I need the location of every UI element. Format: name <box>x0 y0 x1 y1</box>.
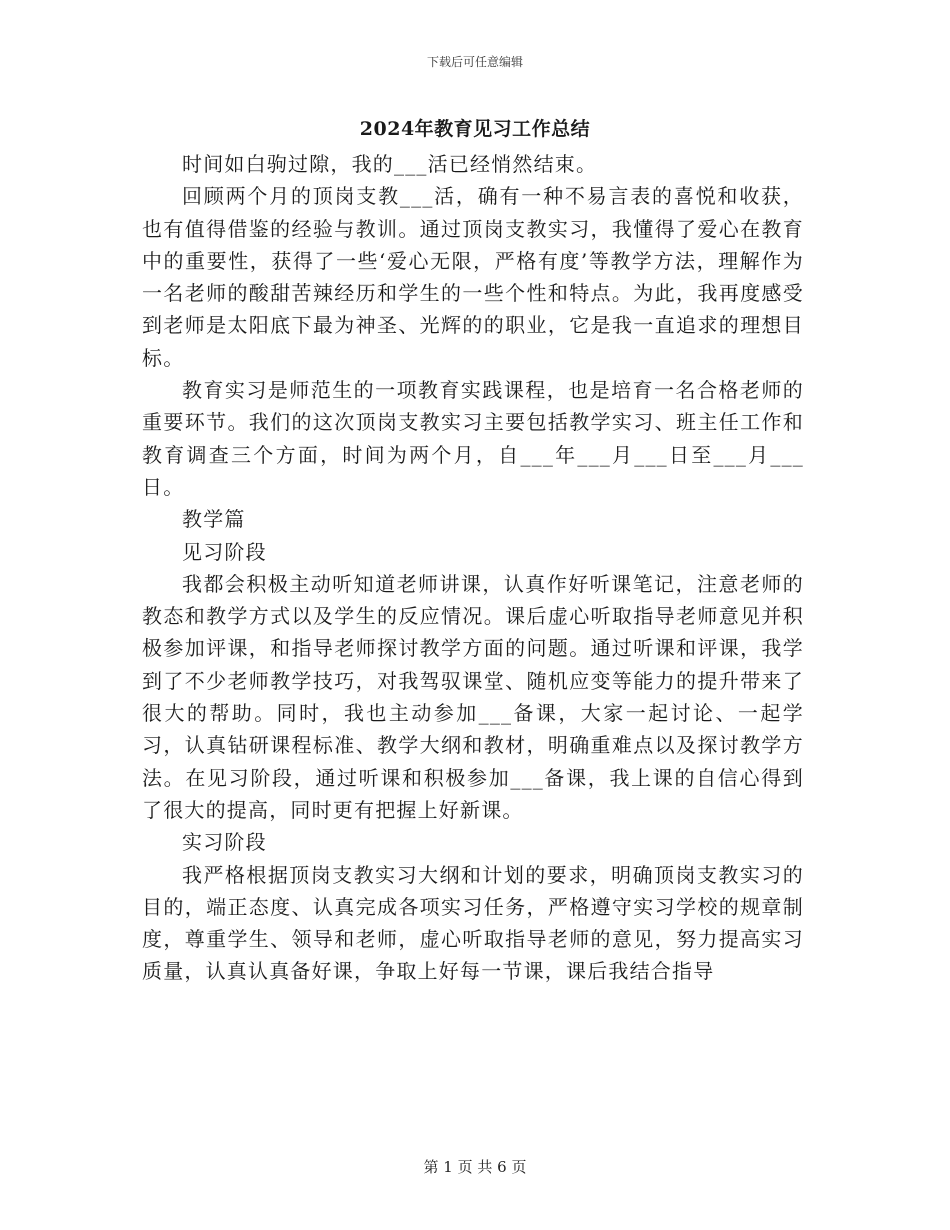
paragraph: 教育实习是师范生的一项教育实践课程，也是培育一名合格老师的重要环节。我们的这次顶岗支教实习主要包括教学实习、班主任工作和教育调查三个方面，时间为两个月，自___年___月___日至___月___日。 <box>142 378 804 499</box>
page-number: 第 1 页 共 6 页 <box>423 1158 527 1176</box>
subsection-heading-practice: 实习阶段 <box>182 830 267 855</box>
page-header-note: 下载后可任意编辑 <box>426 55 523 69</box>
subsection-heading-observation: 见习阶段 <box>182 539 267 564</box>
paragraph: 我都会积极主动听知道老师讲课，认真作好听课笔记，注意老师的教态和教学方式以及学生的反应情况。课后虚心听取指导老师意见并积极参加评课，和指导老师探讨教学方面的问题。通过听课和评课，我学到了不少老师教学技巧，对我驾驭课堂、随机应变等能力的提升带来了很大的帮助。同时，我也主动参加___备课，大家一起讨论、一起学习，认真钻研课程标准、教学大纲和教材，明确重难点以及探讨教学方法。在见习阶段，通过听课和积极参加___备课，我上课的自信心得到了很大的提高，同时更有把握上好新课。 <box>142 571 804 822</box>
section-heading-teaching: 教学篇 <box>182 507 246 532</box>
paragraph: 时间如白驹过隙，我的___活已经悄然结束。 <box>182 152 598 176</box>
paragraph: 回顾两个月的顶岗支教___活，确有一种不易言表的喜悦和收获，也有值得借鉴的经验与教训。通过顶岗支教实习，我懂得了爱心在教育中的重要性，获得了一些‘爱心无限，严格有度’等教学方法，理解作为一名老师的酸甜苦辣经历和学生的一些个性和特点。为此，我再度感受到老师是太阳底下最为神圣、光辉的的职业，它是我一直追求的理想目标。 <box>142 184 804 370</box>
paragraph: 我严格根据顶岗支教实习大纲和计划的要求，明确顶岗支教实习的目的，端正态度、认真完成各项实习任务，严格遵守实习学校的规章制度，尊重学生、领导和老师，虚心听取指导老师的意见，努力提高实习质量，认真认真备好课，争取上好每一节课，课后我结合指导 <box>142 862 804 984</box>
document-body <box>142 148 804 988</box>
document-title: 2024年教育见习工作总结 <box>359 118 591 140</box>
